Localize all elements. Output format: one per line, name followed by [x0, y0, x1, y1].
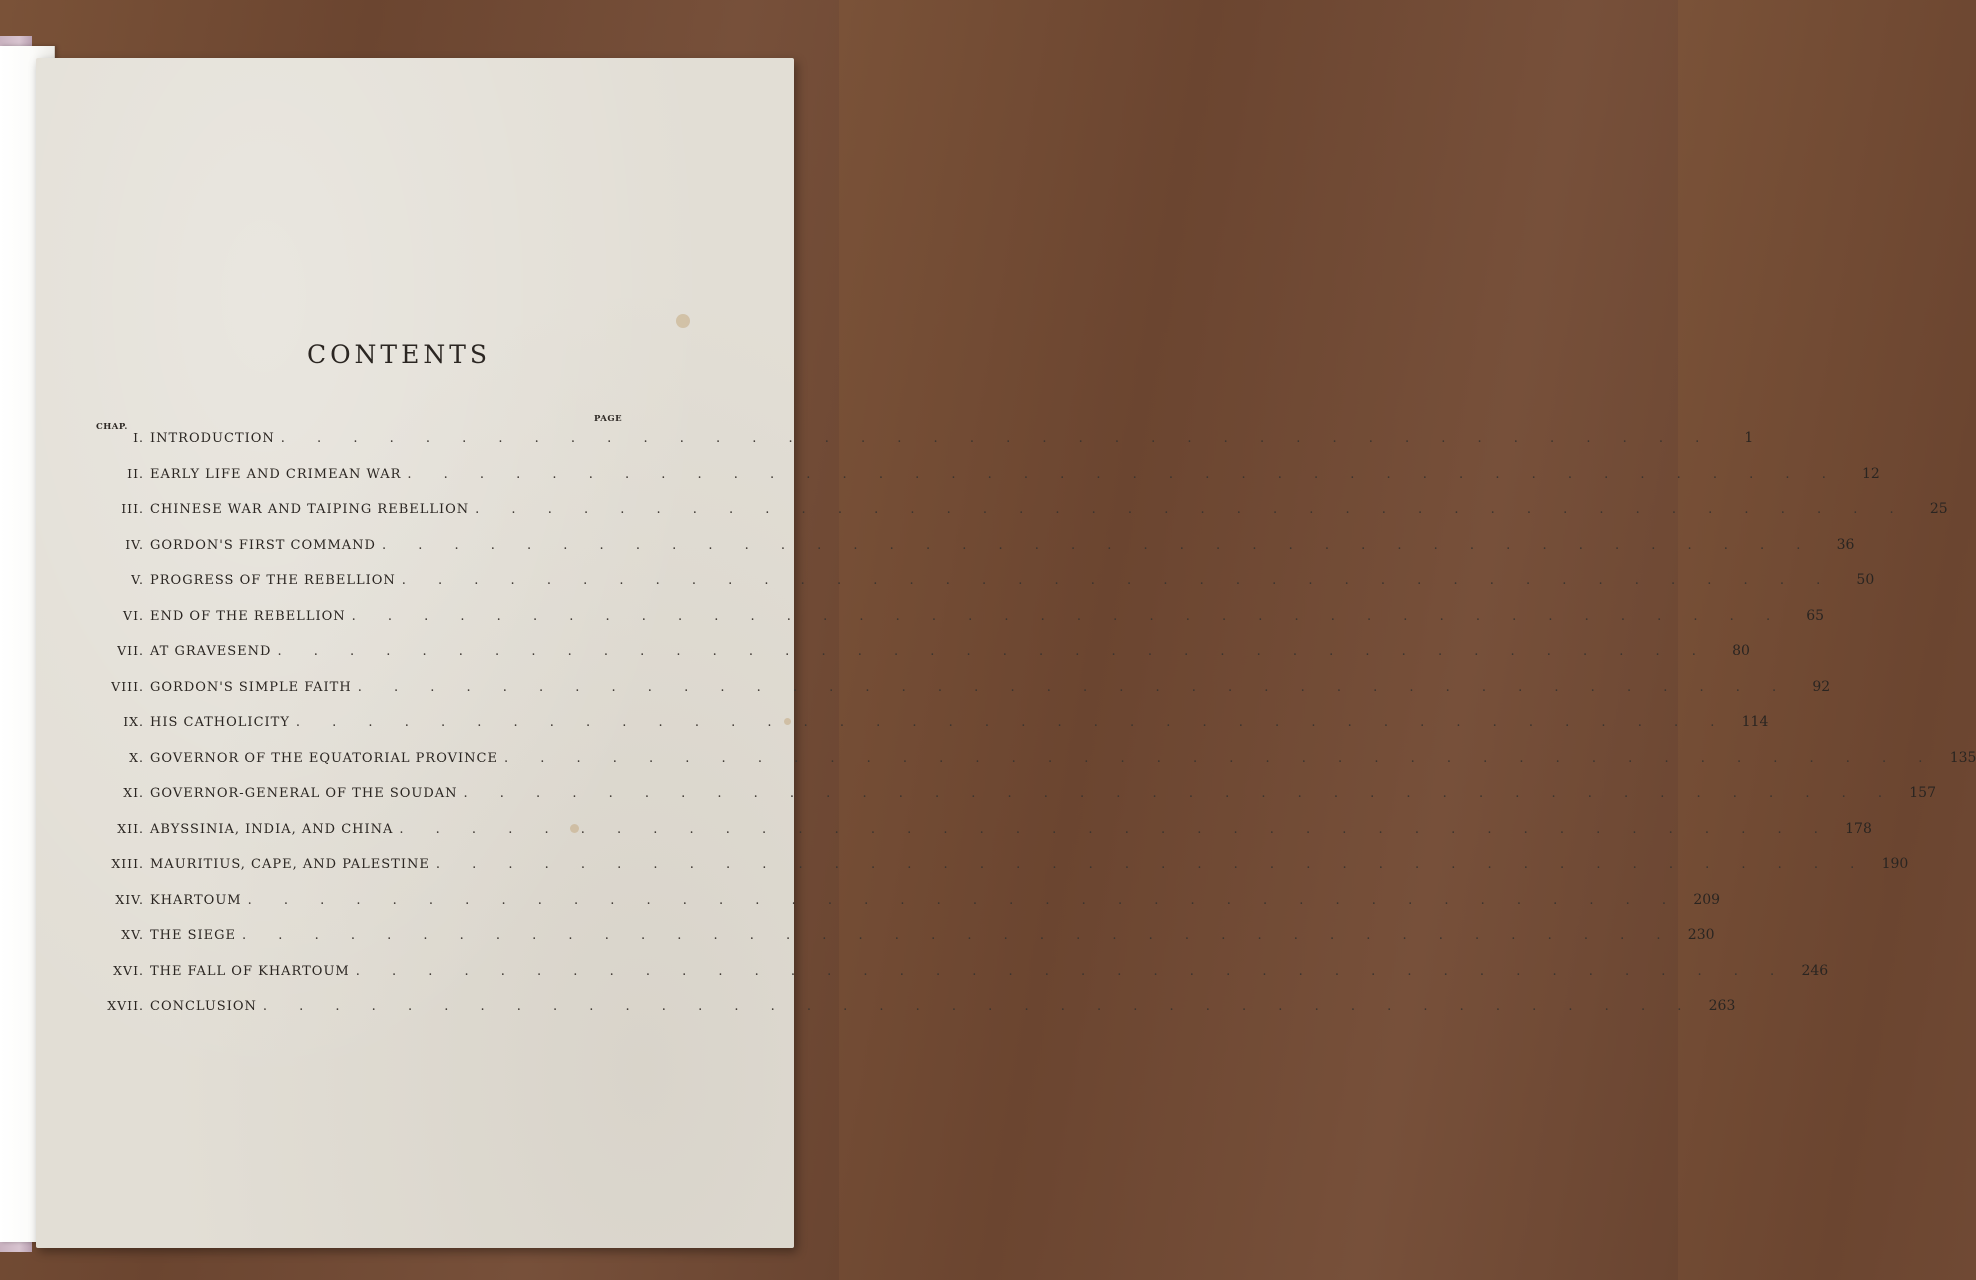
chapter-number: IX.: [123, 714, 144, 729]
page-number: 114: [1741, 714, 1769, 730]
toc-entry: [96, 927, 1715, 963]
page-number: 25: [1929, 501, 1948, 517]
dot-leaders: . . . . . . . . . . . . . . . . . . . . . . . . . . . . . . . . . . . . . . . .: [242, 928, 1675, 943]
chapter-number: IV.: [125, 536, 144, 552]
page-number: 178: [1845, 820, 1872, 837]
chapter-number: XVII.: [107, 998, 144, 1013]
toc-entry: [96, 465, 1880, 502]
page-column-header: PAGE: [594, 414, 623, 424]
dot-leaders: . . . . . . . . . . . . . . . . . . . . . . . . . . . . . . . . . . . . . . . .: [401, 573, 1835, 588]
chapter-title: MAURITIUS, CAPE, AND PALESTINE: [150, 857, 430, 872]
chapter-number: VIII.: [111, 678, 144, 694]
dot-leaders: . . . . . . . . . . . . . . . . . . . . . . . . . . . . . . . . . . . . . . . .: [247, 892, 1681, 908]
toc-entry: [96, 678, 1831, 715]
page-number: 12: [1862, 465, 1880, 482]
page-number: 36: [1836, 536, 1855, 553]
chap-column-header: CHAP.: [96, 422, 128, 432]
book-page: [36, 58, 1976, 1248]
dot-leaders: . . . . . . . . . . . . . . . . . . . . . . . . . . . . . . . . . . . . . . . .: [357, 679, 1791, 695]
page-number: 209: [1693, 891, 1721, 908]
chapter-title: CHINESE WAR AND TAIPING REBELLION: [150, 502, 470, 517]
chapter-number: III.: [121, 501, 144, 516]
page-number: 65: [1806, 607, 1825, 624]
toc-entry: [96, 962, 1829, 999]
dot-leaders: . . . . . . . . . . . . . . . . . . . . . . . . . . . . . . . . . . . . . . . .: [355, 963, 1789, 979]
toc-entry: [96, 572, 1875, 608]
page-number: 157: [1909, 785, 1936, 801]
chapter-number: X.: [129, 749, 144, 765]
page-number: 190: [1881, 856, 1909, 872]
chapter-number: XI.: [123, 785, 144, 800]
chapter-title: THE SIEGE: [150, 928, 237, 943]
chapter-number: II.: [127, 465, 144, 481]
dot-leaders: . . . . . . . . . . . . . . . . . . . . . . . . . . . . . . . . . . . . . . . .: [277, 644, 1710, 659]
chapter-title: KHARTOUM: [150, 892, 242, 908]
chapter-number: XVI.: [113, 962, 144, 978]
dot-leaders: . . . . . . . . . . . . . . . . . . . . . . . . . . . . . . . . . . . . . . . .: [262, 999, 1696, 1014]
chapter-title: AT GRAVESEND: [150, 644, 272, 659]
table-of-contents: [96, 430, 1976, 1034]
chapter-title: ABYSSINIA, INDIA, AND CHINA: [150, 821, 394, 837]
chapter-number: XV.: [121, 927, 144, 942]
page-number: 1: [1744, 430, 1754, 446]
chapter-title: GORDON'S SIMPLE FAITH: [150, 679, 352, 695]
chapter-title: HIS CATHOLICITY: [150, 715, 290, 730]
dot-leaders: . . . . . . . . . . . . . . . . . . . . . . . . . . . . . . . . . . . . . . . .: [295, 715, 1729, 730]
chapter-number: XIII.: [111, 856, 144, 871]
chapter-title: END OF THE REBELLION: [150, 608, 346, 624]
dot-leaders: . . . . . . . . . . . . . . . . . . . . . . . . . . . . . . . . . . . . . . . .: [381, 537, 1815, 553]
chapter-title: THE FALL OF KHARTOUM: [150, 963, 350, 979]
dot-leaders: . . . . . . . . . . . . . . . . . . . . . . . . . . . . . . . . . . . . . . . .: [463, 786, 1896, 801]
toc-entry: [96, 998, 1736, 1034]
toc-entry: [96, 536, 1855, 573]
chapter-number: V.: [131, 572, 144, 587]
chapter-title: CONCLUSION: [150, 999, 257, 1014]
page-number: 263: [1708, 998, 1736, 1014]
chapter-title: GORDON'S FIRST COMMAND: [150, 537, 376, 553]
toc-entry: [96, 430, 1754, 466]
toc-entry: [96, 643, 1750, 679]
page-number: 135: [1949, 749, 1976, 766]
dot-leaders: . . . . . . . . . . . . . . . . . . . . . . . . . . . . . . . . . . . . . . . .: [503, 750, 1937, 766]
chapter-number: VII.: [117, 643, 144, 658]
dot-leaders: . . . . . . . . . . . . . . . . . . . . . . . . . . . . . . . . . . . . . . . .: [280, 431, 1714, 446]
dot-leaders: . . . . . . . . . . . . . . . . . . . . . . . . . . . . . . . . . . . . . . . .: [435, 857, 1869, 872]
page-number: 50: [1856, 572, 1875, 588]
chapter-number: I.: [133, 430, 144, 445]
toc-entry: [96, 501, 1948, 537]
foxing-spot: [676, 314, 690, 328]
toc-entry: [96, 749, 1976, 786]
page-number: 80: [1732, 643, 1750, 659]
page-number: 246: [1801, 962, 1829, 979]
toc-entry: [96, 785, 1936, 821]
chapter-title: INTRODUCTION: [150, 431, 275, 446]
dot-leaders: . . . . . . . . . . . . . . . . . . . . . . . . . . . . . . . . . . . . . . . .: [351, 608, 1785, 624]
chapter-title: PROGRESS OF THE REBELLION: [150, 573, 396, 588]
chapter-title: EARLY LIFE AND CRIMEAN WAR: [150, 466, 402, 482]
toc-entry: [96, 607, 1825, 644]
chapter-title: GOVERNOR-GENERAL OF THE SOUDAN: [150, 786, 458, 801]
dot-leaders: . . . . . . . . . . . . . . . . . . . . . . . . . . . . . . . . . . . . . . . .: [399, 821, 1832, 837]
dot-leaders: . . . . . . . . . . . . . . . . . . . . . . . . . . . . . . . . . . . . . . . .: [475, 502, 1908, 517]
chapter-title: GOVERNOR OF THE EQUATORIAL PROVINCE: [150, 750, 498, 766]
toc-entry: [96, 820, 1872, 857]
toc-entry: [96, 856, 1909, 892]
chapter-number: XIV.: [115, 891, 144, 907]
toc-entry: [96, 891, 1721, 928]
chapter-number: XII.: [117, 820, 144, 836]
page-number: 230: [1687, 927, 1715, 943]
toc-entry: [96, 714, 1769, 750]
page-title: CONTENTS: [306, 340, 492, 369]
page-number: 92: [1812, 678, 1831, 695]
dot-leaders: . . . . . . . . . . . . . . . . . . . . . . . . . . . . . . . . . . . . . . . .: [407, 466, 1840, 482]
chapter-number: VI.: [123, 607, 144, 623]
